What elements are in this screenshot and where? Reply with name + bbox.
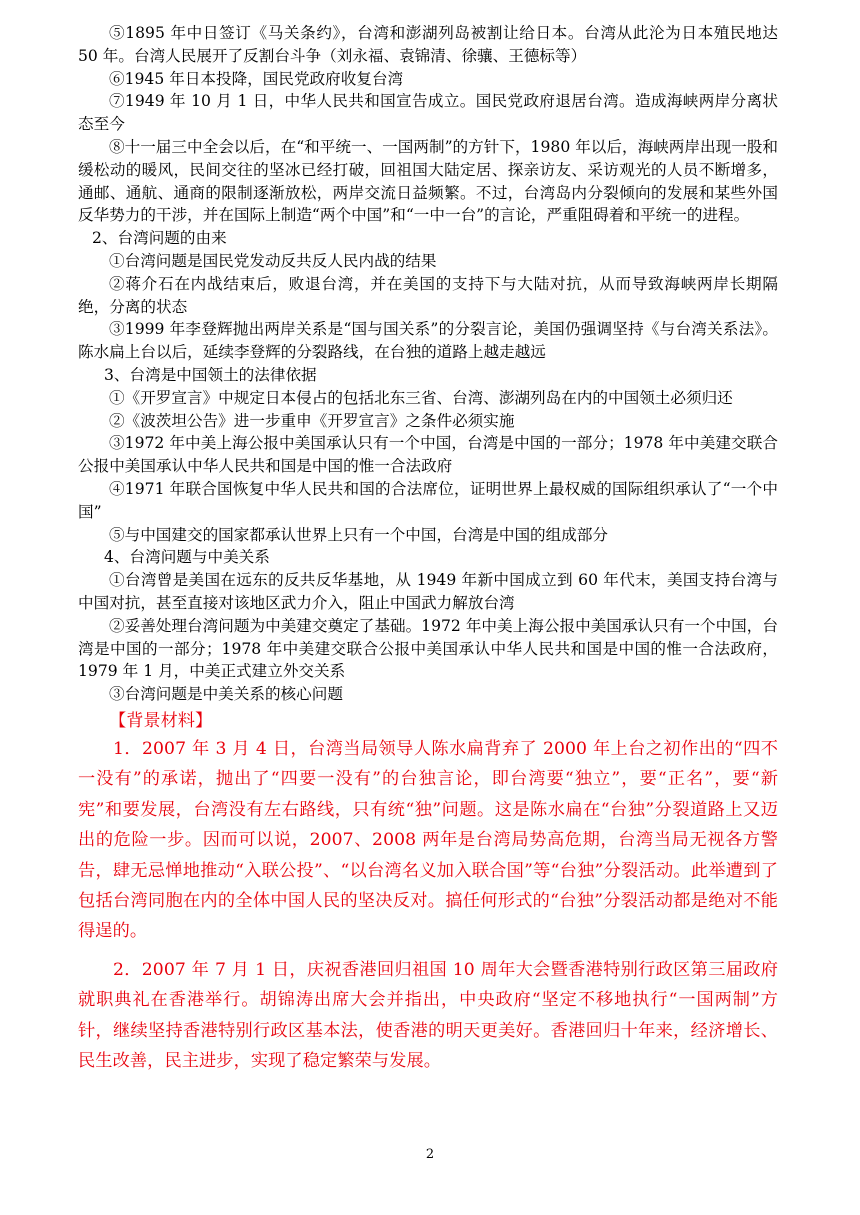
paragraph-origin-3: ③1999 年李登辉抛出两岸关系是“国与国关系”的分裂言论，美国仍强调坚持《与台湾关系法》。陈水扁上台以后，延续李登辉的分裂路线，在台独的道路上越走越远 — [78, 320, 778, 362]
paragraph-legal-4: ④1971 年联合国恢复中华人民共和国的合法席位，证明世界上最权威的国际组织承认了“一个中国” — [78, 479, 778, 521]
paragraph-sino-us-2: ②妥善处理台湾问题为中美建交奠定了基础。1972 年中美上海公报中美国承认只有一个中国，台湾是中国的一部分；1978 年中美建交联合公报中美国承认中华人民共和国是中国的惟一合法政府，1979 年 1 月，中美正式建立外交关系 — [78, 616, 778, 681]
section-heading-legal-basis: 3、台湾是中国领土的法律依据 — [104, 365, 317, 384]
background-item-1: 1．2007 年 3 月 4 日，台湾当局领导人陈水扁背弃了 2000 年上台之初作出的“四不一没有”的承诺，抛出了“四要一没有”的台独言论，即台湾要“独立”，要“正名”，要“新宪”和要发展，台湾没有左右路线，只有统“独”问题。这是陈水扁在“台独”分裂道路上又迈出的危险一步。因而可以说，2007、2008 两年是台湾局势高危期，台湾当局无视各方警告，肆无忌惮地推动“入联公投”、“以台湾名义加入联合国”等“台独”分裂活动。此举遭到了包括台湾同胞在内的全体中国人民的坚决反对。搞任何形式的“台独”分裂活动都是绝对不能得逞的。 — [78, 738, 778, 942]
document-body — [78, 22, 778, 1076]
paragraph-legal-1: ①《开罗宣言》中规定日本侵占的包括北东三省、台湾、澎湖列岛在内的中国领土必须归还 — [109, 388, 733, 407]
paragraph-legal-5: ⑤与中国建交的国家都承认世界上只有一个中国，台湾是中国的组成部分 — [109, 525, 609, 544]
section-heading-origin: 2、台湾问题的由来 — [92, 229, 227, 248]
paragraph-origin-1: ①台湾问题是国民党发动反共反人民内战的结果 — [109, 251, 437, 270]
paragraph-one-country-two-systems: ⑧十一届三中全会以后，在“和平统一、一国两制”的方针下，1980 年以后，海峡两岸出现一股和缓松动的暖风，民间交往的坚冰已经打破，回祖国大陆定居、探亲访友、采访观光的人员不断增多，通邮、通航、通商的限制逐渐放松，两岸交流日益频繁。不过，台湾岛内分裂倾向的发展和某些外国反华势力的干涉，并在国际上制造“两个中国”和“一中一台”的言论，严重阻碍着和平统一的进程。 — [78, 137, 778, 225]
paragraph-origin-2: ②蒋介石在内战结束后，败退台湾，并在美国的支持下与大陆对抗，从而导致海峡两岸长期隔绝，分离的状态 — [78, 274, 778, 316]
page-number: 2 — [425, 1147, 435, 1162]
paragraph-legal-2: ②《波茨坦公告》进一步重申《开罗宣言》之条件必须实施 — [109, 411, 515, 430]
paragraph-1949-founding: ⑦1949 年 10 月 1 日，中华人民共和国宣告成立。国民党政府退居台湾。造成海峡两岸分离状态至今 — [78, 92, 778, 134]
paragraph-sino-us-3: ③台湾问题是中美关系的核心问题 — [109, 685, 343, 704]
background-heading: 【背景材料】 — [109, 710, 213, 731]
paragraph-sino-us-1: ①台湾曾是美国在远东的反共反华基地，从 1949 年新中国成立到 60 年代末，美国支持台湾与中国对抗，甚至直接对该地区武力介入，阻止中国武力解放台湾 — [78, 571, 778, 612]
paragraph-treaty-shimonoseki: ⑤1895 年中日签订《马关条约》，台湾和澎湖列岛被割让给日本。台湾从此沦为日本殖民地达 50 年。台湾人民展开了反割台斗争（刘永福、袁锦清、徐骧、王德标等） — [78, 24, 778, 65]
paragraph-1945-recovery: ⑥1945 年日本投降，国民党政府收复台湾 — [109, 69, 404, 88]
section-heading-sino-us: 4、台湾问题与中美关系 — [104, 548, 270, 567]
background-item-2: 2．2007 年 7 月 1 日，庆祝香港回归祖国 10 周年大会暨香港特别行政区第三届政府就职典礼在香港举行。胡锦涛出席大会并指出，中央政府“坚定不移地执行“一国两制”方针，继续坚持香港特别行政区基本法，使香港的明天更美好。香港回归十年来，经济增长、民生改善，民主进步，实现了稳定繁荣与发展。 — [78, 959, 778, 1071]
paragraph-legal-3: ③1972 年中美上海公报中美国承认只有一个中国，台湾是中国的一部分；1978 年中美建交联合公报中美国承认中华人民共和国是中国的惟一合法政府 — [78, 434, 778, 476]
